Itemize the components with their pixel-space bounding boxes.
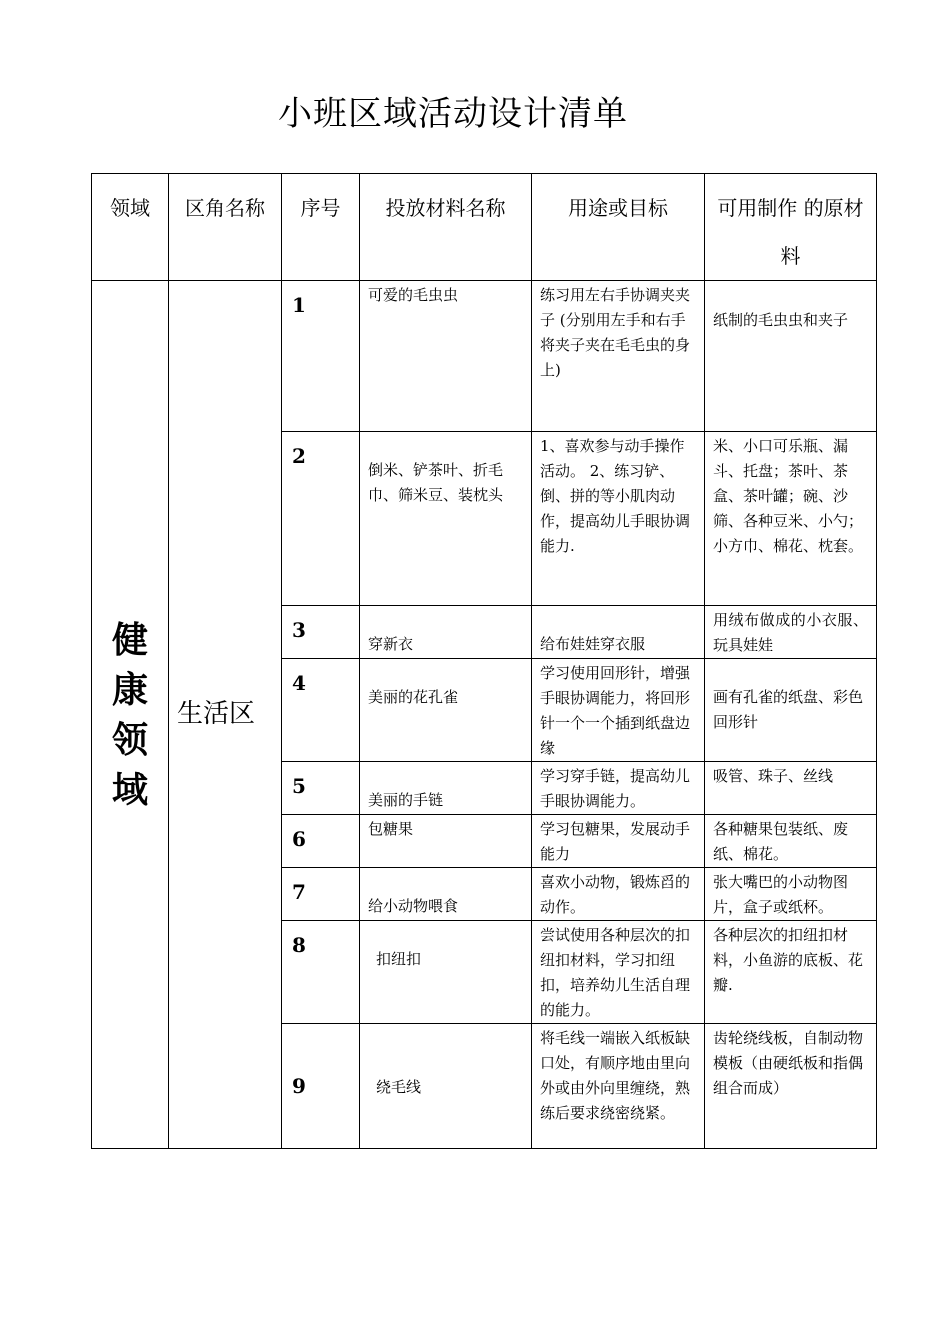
seq-cell: 5 [282, 762, 360, 815]
material-cell: 给小动物喂食 [360, 868, 532, 921]
material-cell: 美丽的花孔雀 [360, 659, 532, 762]
source-cell: 各种糖果包装纸、废纸、棉花。 [705, 815, 877, 868]
seq-cell: 7 [282, 868, 360, 921]
source-cell: 各种层次的扣纽扣材料，小鱼游的底板、花瓣. [705, 921, 877, 1024]
material-cell: 扣纽扣 [360, 921, 532, 1024]
purpose-cell: 练习用左右手协调夹夹子 (分别用左手和右手将夹子夹在毛毛虫的身上) [532, 281, 705, 432]
source-cell: 齿轮绕线板，自制动物模板（由硬纸板和指偶组合而成） [705, 1024, 877, 1149]
purpose-cell: 尝试使用各种层次的扣纽扣材料，学习扣纽扣，培养幼儿生活自理的能力。 [532, 921, 705, 1024]
purpose-cell: 1、喜欢参与动手操作活动。 2、练习铲、倒、拼的等小肌肉动作，提高幼儿手眼协调能力. [532, 432, 705, 606]
area-cell: 生活区 [169, 281, 282, 1149]
seq-cell: 6 [282, 815, 360, 868]
source-cell: 张大嘴巴的小动物图片，盒子或纸杯。 [705, 868, 877, 921]
domain-cell: 健康领域 [92, 281, 169, 1149]
material-cell: 绕毛线 [360, 1024, 532, 1149]
source-cell: 纸制的毛虫虫和夹子 [705, 281, 877, 432]
table-row [92, 281, 877, 432]
source-cell: 用绒布做成的小衣服、玩具娃娃 [705, 606, 877, 659]
page-title: 小班区域活动设计清单 [278, 94, 628, 134]
seq-cell: 9 [282, 1024, 360, 1149]
purpose-cell: 学习穿手链，提高幼儿手眼协调能力。 [532, 762, 705, 815]
header-row [92, 174, 877, 281]
header-material: 投放材料名称 [360, 174, 532, 281]
seq-cell: 4 [282, 659, 360, 762]
source-cell: 米、小口可乐瓶、漏斗、托盘；茶叶、茶盒、茶叶罐；碗、沙筛、各种豆米、小勺；小方巾、棉花、枕套。 [705, 432, 877, 606]
seq-cell: 3 [282, 606, 360, 659]
header-domain: 领域 [92, 174, 169, 281]
material-cell: 包糖果 [360, 815, 532, 868]
purpose-cell: 将毛线一端嵌入纸板缺口处，有顺序地由里向外或由外向里缠绕，熟练后要求绕密绕紧。 [532, 1024, 705, 1149]
header-area: 区角名称 [169, 174, 282, 281]
source-cell: 吸管、珠子、丝线 [705, 762, 877, 815]
material-cell: 穿新衣 [360, 606, 532, 659]
material-cell: 可爱的毛虫虫 [360, 281, 532, 432]
material-cell: 美丽的手链 [360, 762, 532, 815]
purpose-cell: 喜欢小动物，锻炼舀的动作。 [532, 868, 705, 921]
purpose-cell: 给布娃娃穿衣服 [532, 606, 705, 659]
header-purpose: 用途或目标 [532, 174, 705, 281]
seq-cell: 8 [282, 921, 360, 1024]
purpose-cell: 学习使用回形针，增强手眼协调能力，将回形针一个一个插到纸盘边缘 [532, 659, 705, 762]
purpose-cell: 学习包糖果，发展动手能力 [532, 815, 705, 868]
seq-cell: 1 [282, 281, 360, 432]
activity-table [91, 173, 877, 1149]
header-seq: 序号 [282, 174, 360, 281]
seq-cell: 2 [282, 432, 360, 606]
source-cell: 画有孔雀的纸盘、彩色回形针 [705, 659, 877, 762]
header-source: 可用制作 的原材料 [705, 174, 877, 281]
material-cell: 倒米、铲茶叶、折毛巾、筛米豆、装枕头 [360, 432, 532, 606]
